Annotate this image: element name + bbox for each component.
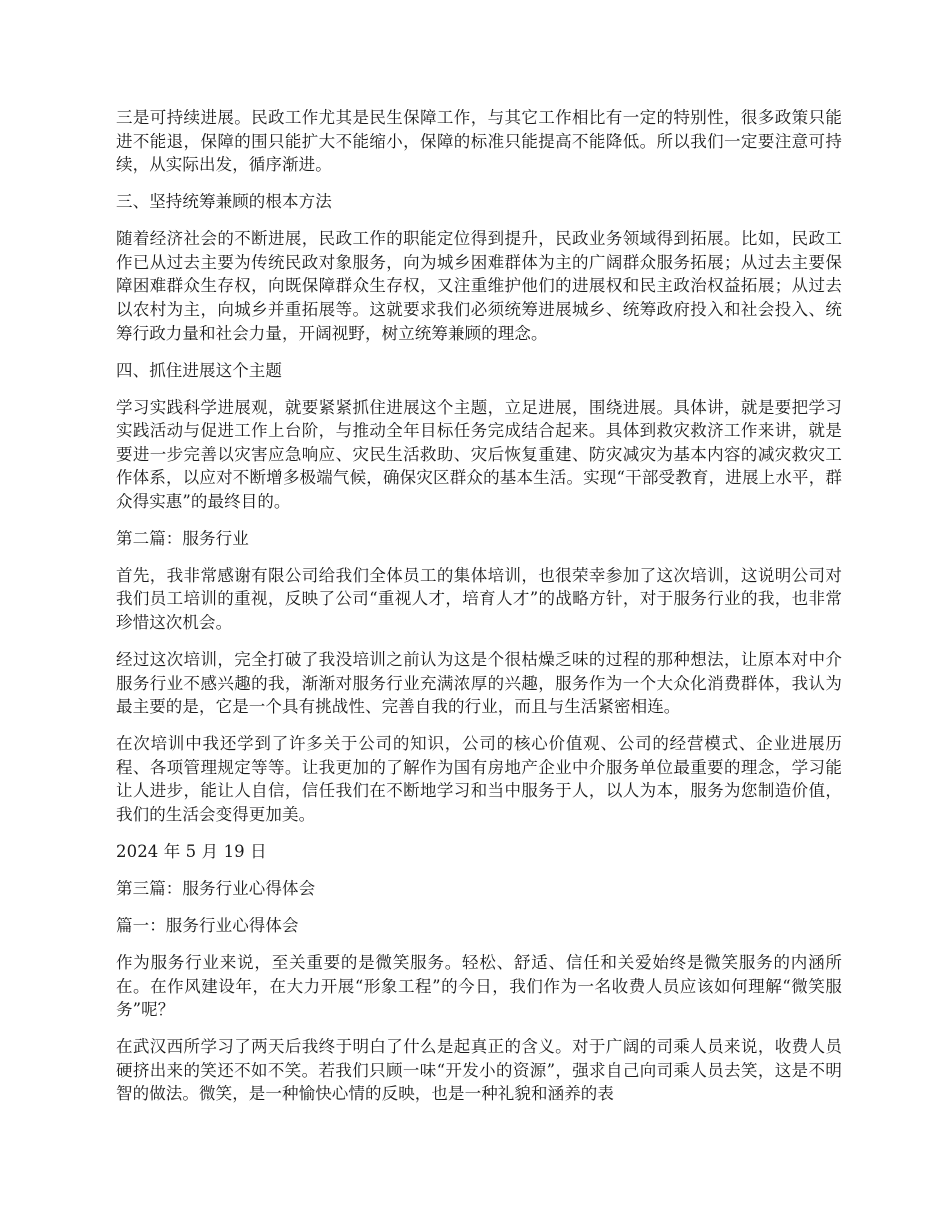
- document-date: 2024 年 5 月 19 日: [116, 841, 267, 861]
- paragraph-training-knowledge: 在次培训中我还学到了许多关于公司的知识，公司的核心价值观、公司的经营模式、企业进展历程、各项管理规定等等。让我更加的了解作为国有房地产企业中介服务单位最重要的理念，学习能让人进步，能让人自信，信任我们在不断地学习和当中服务于人，以人为本，服务为您制造价值，我们的生活会变得更加美。: [116, 734, 842, 824]
- paragraph-development-theme: 学习实践科学进展观，就要紧紧抓住进展这个主题，立足进展，围绕进展。具体讲，就是要把学习实践活动与促进工作上台阶，与推动全年目标任务完成结合起来。具体到救灾救济工作来讲，就是要进一步完善以灾害应急响应、灾民生活救助、灾后恢复重建、防灾减灾为基本内容的减灾救灾工作体系，以应对不断增多极端气候，确保灾区群众的基本生活。实现“干部受教育，进展上水平，群众得实惠”的最终目的。: [116, 397, 842, 511]
- section-heading-3: 三、坚持统筹兼顾的根本方法: [116, 192, 332, 212]
- paragraph-sustainable-progress: 三是可持续进展。民政工作尤其是民生保障工作，与其它工作相比有一定的特别性，很多政策只能进不能退，保障的围只能扩大不能缩小，保障的标准只能提高不能降低。所以我们一定要注意可持续，从实际出发，循序渐进。: [116, 108, 842, 175]
- chapter-heading-2: 第二篇：服务行业: [116, 528, 249, 548]
- subsection-heading-1: 篇一：服务行业心得体会: [116, 915, 299, 935]
- document-page: [116, 106, 842, 1119]
- paragraph-training-thanks: 首先，我非常感谢有限公司给我们全体员工的集体培训，也很荣幸参加了这次培训，这说明公司对我们员工培训的重视，反映了公司“重视人才，培育人才”的战略方针，对于服务行业的我，也非常珍惜这次机会。: [116, 565, 842, 633]
- chapter-heading-3: 第三篇：服务行业心得体会: [116, 878, 316, 898]
- paragraph-wuhan-study: 在武汉西所学习了两天后我终于明白了什么是起真正的含义。对于广阔的司乘人员来说，收费人员硬挤出来的笑还不如不笑。若我们只顾一味“开发小的资源”，强求自己向司乘人员去笑，这是不明智的做法。微笑，是一种愉快心情的反映，也是一种礼貌和涵养的表: [116, 1037, 842, 1104]
- paragraph-smile-service: 作为服务行业来说，至关重要的是微笑服务。轻松、舒适、信任和关爱始终是微笑服务的内涵所在。在作风建设年，在大力开展“形象工程”的今日，我们作为一名收费人员应该如何理解“微笑服务”呢？: [116, 952, 842, 1020]
- paragraph-overall-planning: 随着经济社会的不断进展，民政工作的职能定位得到提升，民政业务领域得到拓展。比如，民政工作已从过去主要为传统民政对象服务，向为城乡困难群体为主的广阔群众服务拓展；从过去主要保障困难群众生存权，向既保障群众生存权，又注重维护他们的进展权和民主政治权益拓展；从过去以农村为主，向城乡并重拓展等。这就要求我们必须统筹进展城乡、统筹政府投入和社会投入、统筹行政力量和社会力量，开阔视野，树立统筹兼顾的理念。: [116, 229, 842, 343]
- section-heading-4: 四、抓住进展这个主题: [116, 360, 282, 380]
- paragraph-training-impression: 经过这次培训，完全打破了我没培训之前认为这是个很枯燥乏味的过程的那种想法，让原本对中介服务行业不感兴趣的我，渐渐对服务行业充满浓厚的兴趣，服务作为一个大众化消费群体，我认为最主要的是，它是一个具有挑战性、完善自我的行业，而且与生活紧密相连。: [116, 650, 842, 717]
